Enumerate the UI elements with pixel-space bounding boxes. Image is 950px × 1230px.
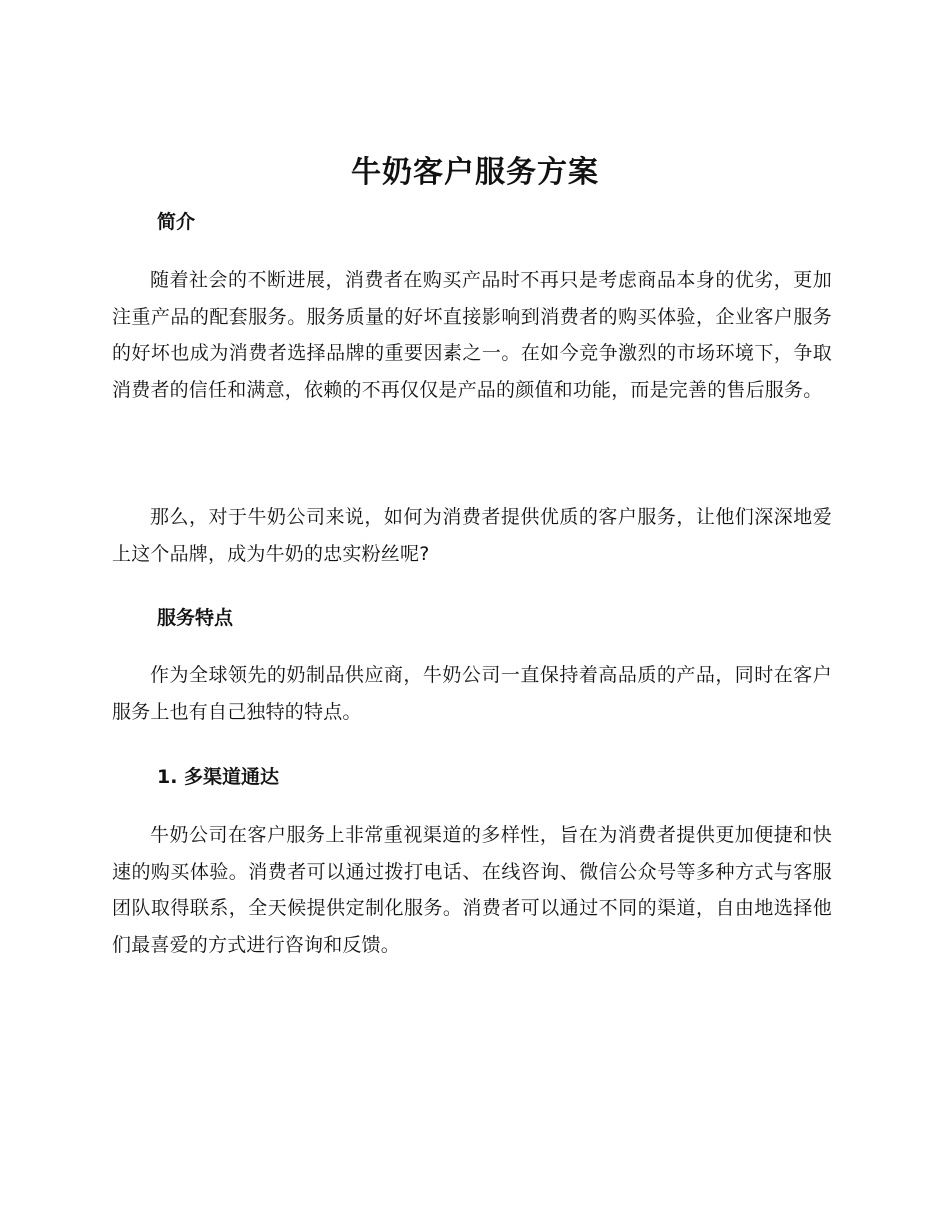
section-heading-service-features: 服务特点 (157, 607, 234, 629)
multichannel-paragraph: 牛奶公司在客户服务上非常重视渠道的多样性，旨在为消费者提供更加便捷和快速的购买体验。消费者可以通过拨打电话、在线咨询、微信公众号等多种方式与客服团队取得联系，全天候提供定制化服务。消费者可以通过不同的渠道，自由地选择他们最喜爱的方式进行咨询和反馈。 (112, 824, 832, 956)
document-title: 牛奶客户服务方案 (351, 155, 599, 190)
section-heading-intro: 简介 (157, 211, 196, 233)
intro-paragraph-1: 随着社会的不断进展，消费者在购买产品时不再只是考虑商品本身的优劣，更加注重产品的配套服务。服务质量的好坏直接影响到消费者的购买体验，企业客户服务的好坏也成为消费者选择品牌的重要因素之一。在如今竞争激烈的市场环境下，争取消费者的信任和满意，依赖的不再仅仅是产品的颜值和功能，而是完善的售后服务。 (112, 269, 832, 401)
intro-paragraph-2: 那么，对于牛奶公司来说，如何为消费者提供优质的客户服务，让他们深深地爱上这个品牌，成为牛奶的忠实粉丝呢? (112, 506, 832, 565)
service-features-paragraph: 作为全球领先的奶制品供应商，牛奶公司一直保持着高品质的产品，同时在客户服务上也有自己独特的特点。 (112, 664, 832, 723)
section-heading-multichannel: 1. 多渠道通达 (157, 766, 280, 788)
